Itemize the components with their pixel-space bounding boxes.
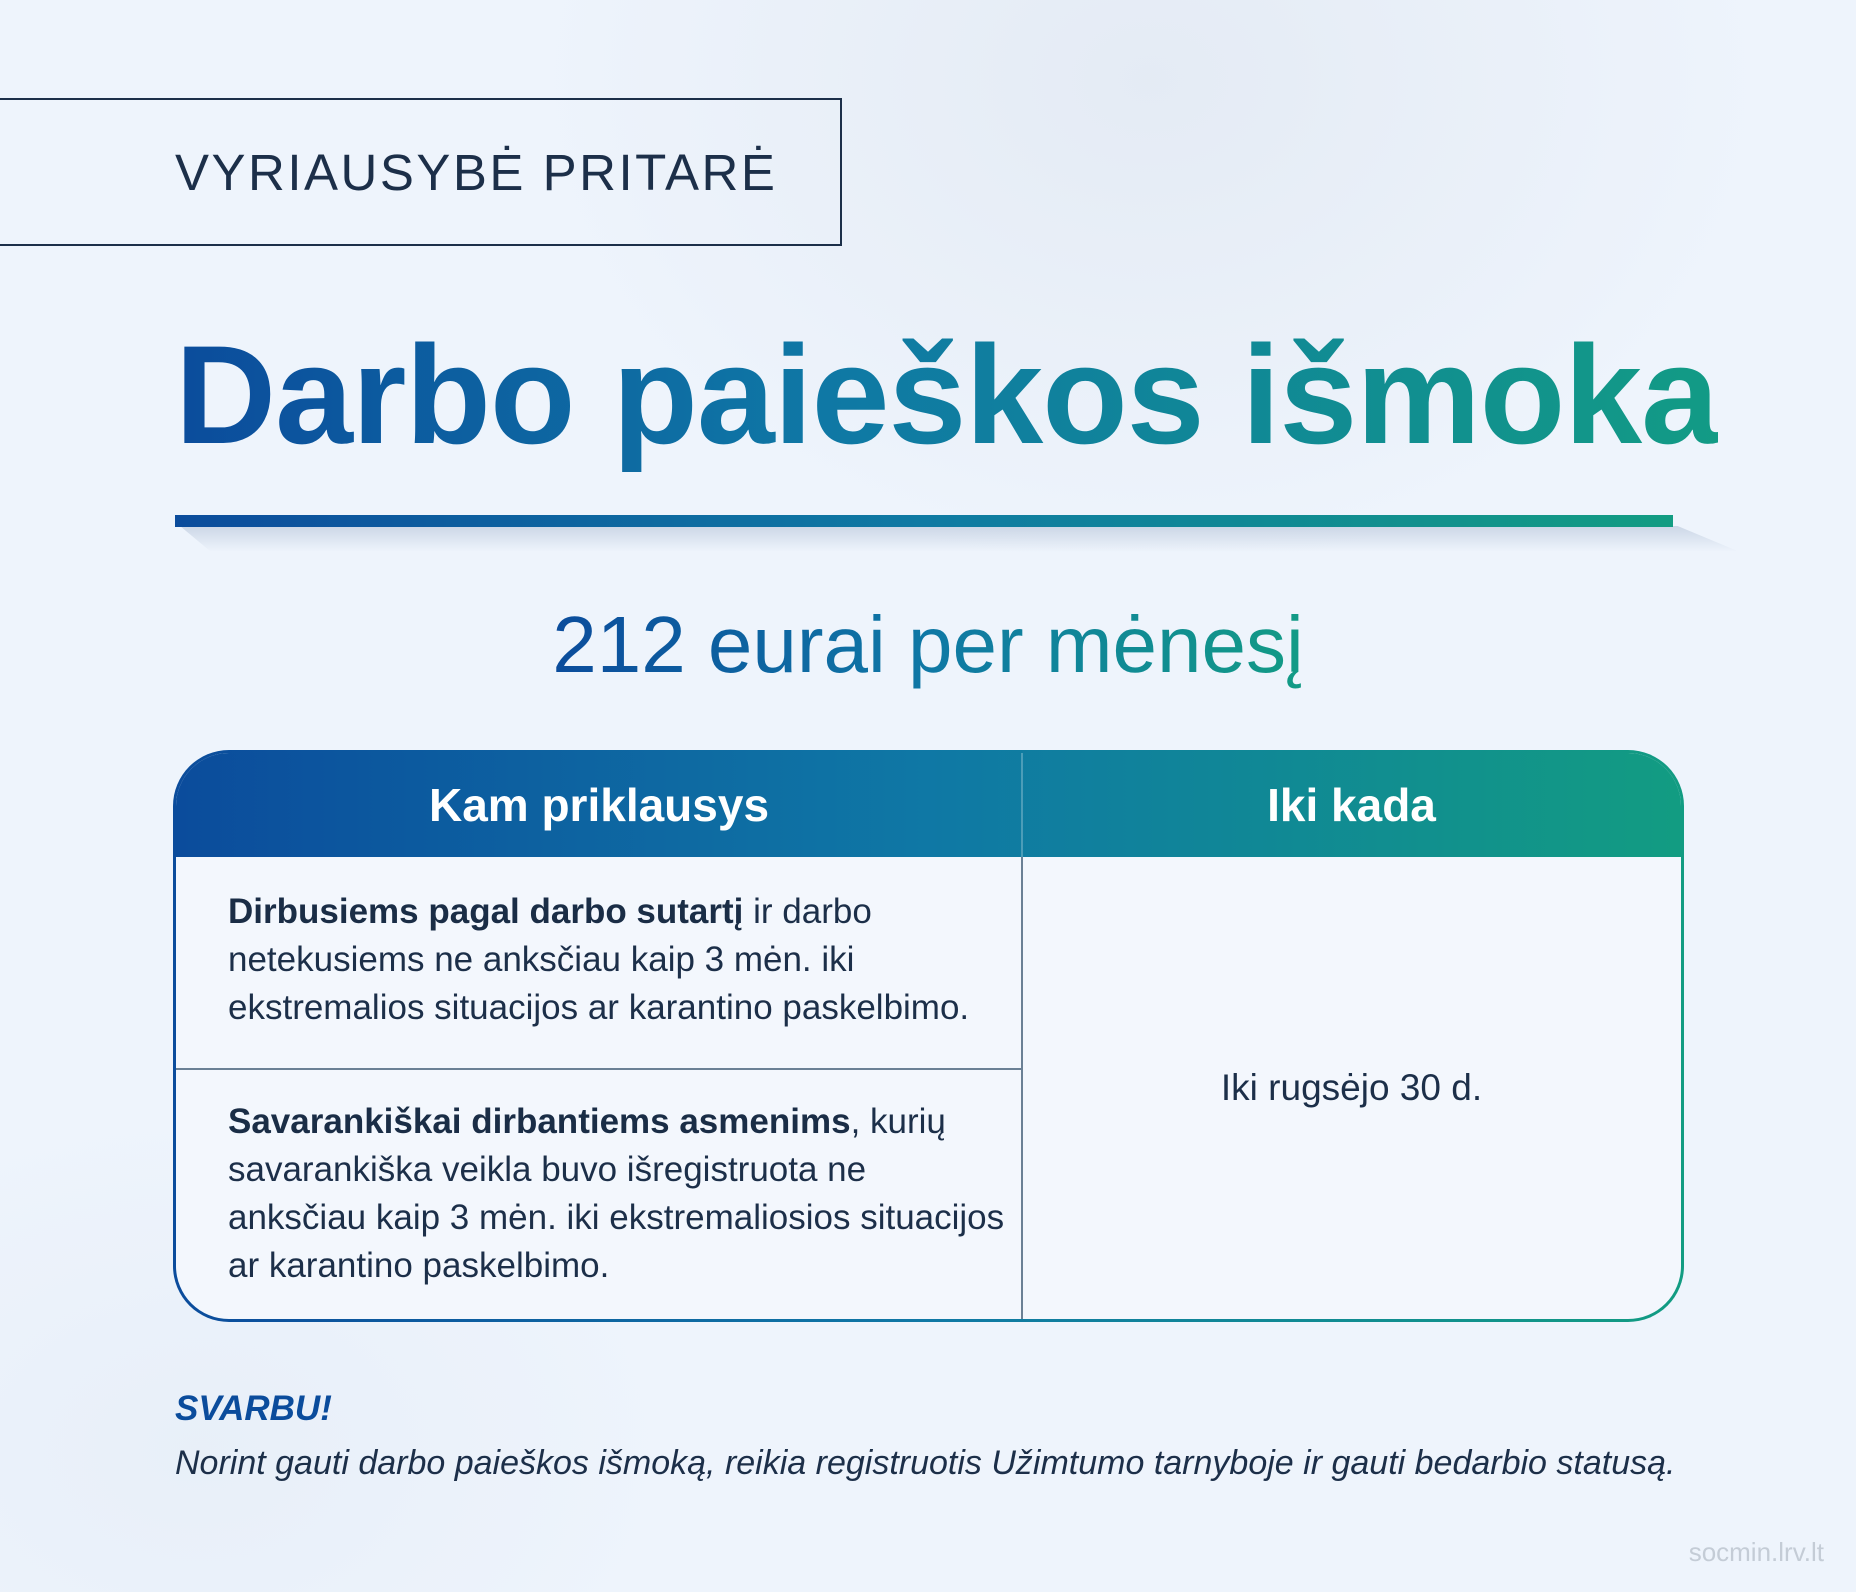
eligibility-table — [173, 750, 1684, 1322]
note-title: SVARBU! — [175, 1389, 332, 1428]
table-row-employees-bold: Dirbusiems pagal darbo sutartį — [228, 892, 744, 931]
title-underline — [175, 515, 1673, 527]
table-row-self-employed-text: , kurių savarankiška veikla buvo išregistruota ne anksčiau kaip 3 mėn. iki ekstremaliosios situacijos ar karantino paskelbimo. — [228, 1102, 1005, 1285]
table-row-self-employed — [228, 1098, 1008, 1290]
table-row-employees — [228, 888, 1008, 1032]
footer-url: socmin.lrv.lt — [1688, 1537, 1824, 1567]
table-row-self-employed-bold: Savarankiškai dirbantiems asmenims — [228, 1102, 851, 1141]
page-title: Darbo paieškos išmoka — [175, 316, 1718, 473]
table-until-text: Iki rugsėjo 30 d. — [1220, 1067, 1483, 1108]
table-row-employees-text: ir darbo netekusiems ne anksčiau kaip 3 mėn. iki ekstremalios situacijos ar karantino paskelbimo. — [228, 892, 970, 1027]
eligibility-table-body — [176, 753, 1681, 1319]
amount-subtitle-text: 212 eurai per mėnesį — [552, 600, 1304, 689]
table-header — [176, 753, 1681, 857]
amount-subtitle — [0, 590, 1856, 700]
table-row-divider — [176, 1068, 1022, 1070]
label-text: VYRIAUSYBĖ PRITARĖ — [175, 144, 778, 201]
table-header-until: Iki kada — [1267, 779, 1436, 831]
note-text: Norint gauti darbo paieškos išmoką, reikia registruotis Užimtumo tarnyboje ir gauti bedarbio statusą. — [175, 1444, 1676, 1482]
table-header-who: Kam priklausys — [428, 779, 770, 831]
title-underline-shadow — [180, 526, 1740, 552]
table-until-cell — [1022, 857, 1681, 1319]
